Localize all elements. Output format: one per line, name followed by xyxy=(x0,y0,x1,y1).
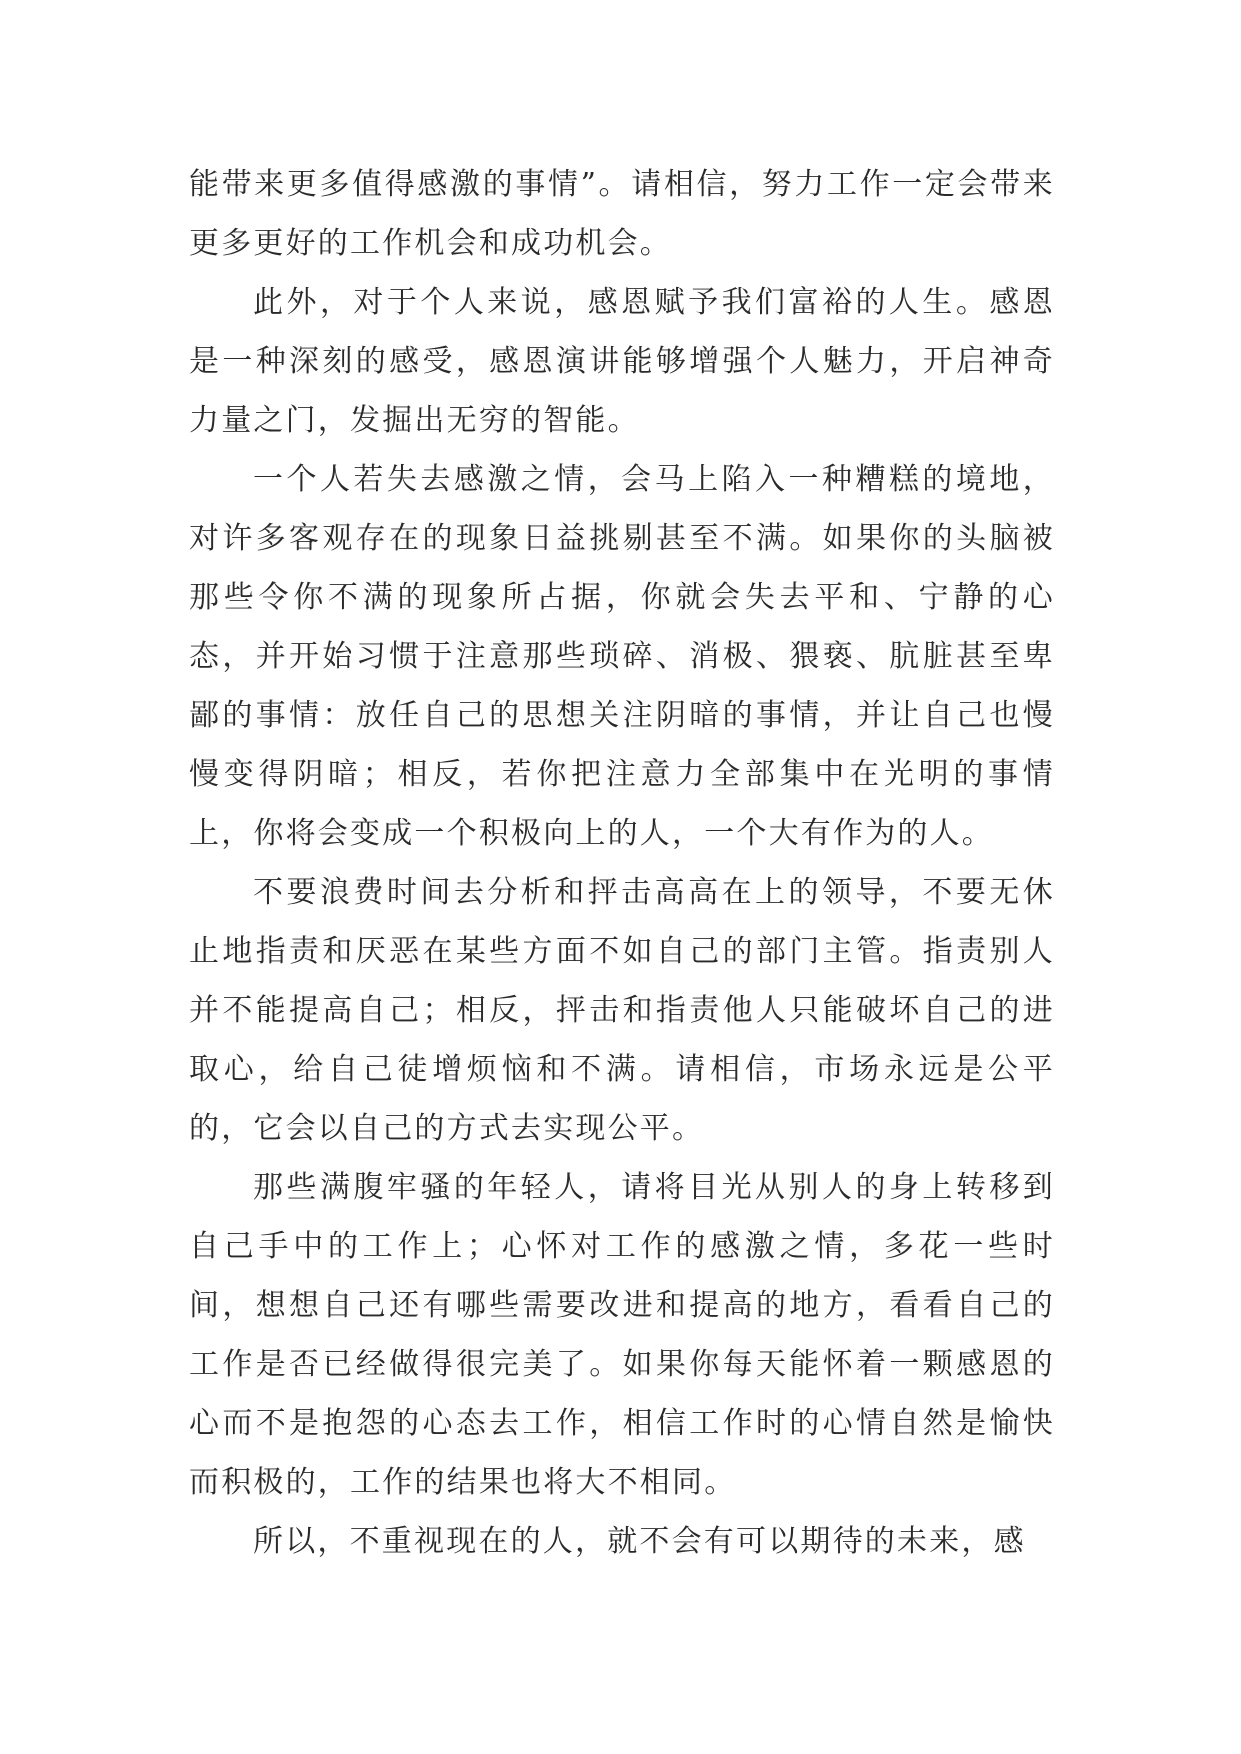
paragraph-1: 能带来更多值得感激的事情”。请相信，努力工作一定会带来更多更好的工作机会和成功机会。 xyxy=(189,167,1055,261)
paragraph-4: 不要浪费时间去分析和抨击高高在上的领导，不要无休止地指责和厌恶在某些方面不如自己的部门主管。指责别人并不能提高自己；相反，抨击和指责他人只能破坏自己的进取心，给自己徒增烦恼和不满。请相信，市场永远是公平的，它会以自己的方式去实现公平。 xyxy=(189,875,1055,1146)
paragraph-6: 所以，不重视现在的人，就不会有可以期待的未来，感 xyxy=(253,1524,1026,1559)
paragraph-3: 一个人若失去感激之情，会马上陷入一种糟糕的境地，对许多客观存在的现象日益挑剔甚至不满。如果你的头脑被那些令你不满的现象所占据，你就会失去平和、宁静的心态，并开始习惯于注意那些琐碎、消极、猥亵、肮脏甚至卑鄙的事情：放任自己的思想关注阴暗的事情，并让自己也慢慢变得阴暗；相反，若你把注意力全部集中在光明的事情上，你将会变成一个积极向上的人，一个大有作为的人。 xyxy=(189,462,1055,851)
paragraph-5: 那些满腹牢骚的年轻人，请将目光从别人的身上转移到自己手中的工作上；心怀对工作的感激之情，多花一些时间，想想自己还有哪些需要改进和提高的地方，看看自己的工作是否已经做得很完美了。如果你每天能怀着一颗感恩的心而不是抱怨的心态去工作，相信工作时的心情自然是愉快而积极的，工作的结果也将大不相同。 xyxy=(189,1170,1055,1500)
paragraph-2: 此外，对于个人来说，感恩赋予我们富裕的人生。感恩是一种深刻的感受，感恩演讲能够增强个人魅力，开启神奇力量之门，发掘出无穷的智能。 xyxy=(189,285,1055,438)
document-body xyxy=(189,155,1055,1571)
